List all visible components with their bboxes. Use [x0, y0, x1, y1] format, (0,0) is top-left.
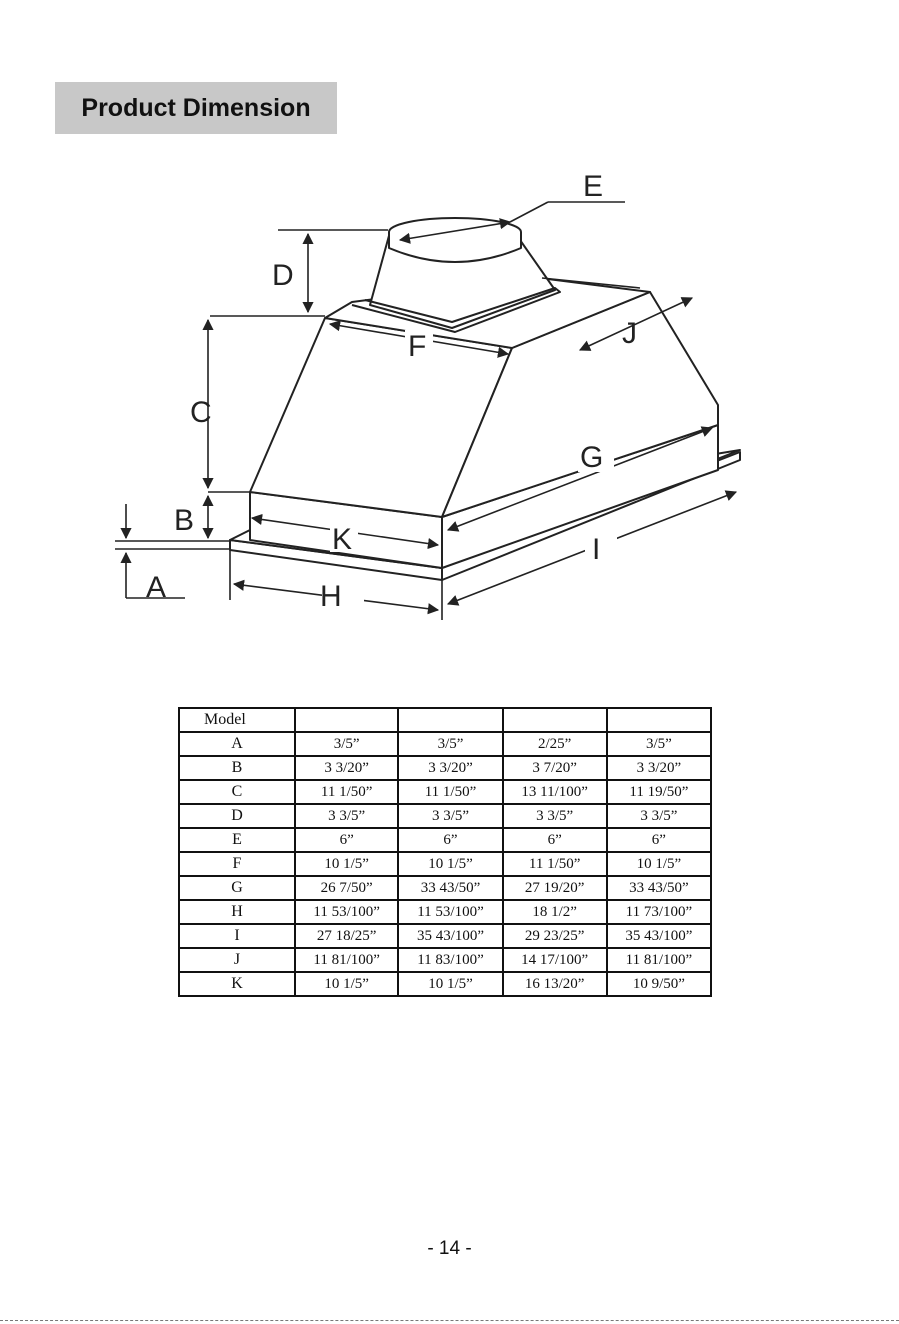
footer-dashed-line [0, 1320, 899, 1321]
model-column-header [295, 708, 398, 732]
dimension-label-cell: J [179, 948, 295, 972]
dimension-value-cell: 11 1/50” [398, 780, 502, 804]
dimension-value-cell: 35 43/100” [607, 924, 711, 948]
dim-label-b: B [174, 504, 195, 537]
dimension-label-cell: E [179, 828, 295, 852]
dimension-value-cell: 27 19/20” [503, 876, 607, 900]
dimension-value-cell: 3 3/20” [295, 756, 398, 780]
dimension-value-cell: 10 1/5” [295, 852, 398, 876]
dimension-table [178, 707, 712, 997]
dimension-value-cell: 18 1/2” [503, 900, 607, 924]
dim-label-g: G [580, 441, 604, 474]
dimension-value-cell: 3 3/5” [295, 804, 398, 828]
dimension-value-cell: 29 23/25” [503, 924, 607, 948]
dimension-label-cell: C [179, 780, 295, 804]
dimension-value-cell: 27 18/25” [295, 924, 398, 948]
dimension-value-cell: 2/25” [503, 732, 607, 756]
section-title-box [55, 82, 337, 134]
dimension-label-cell: D [179, 804, 295, 828]
range-hood-dimension-diagram [100, 165, 800, 630]
dim-label-j: J [622, 317, 637, 350]
dimension-value-cell: 6” [607, 828, 711, 852]
section-title: Product Dimension [81, 93, 311, 122]
dimension-value-cell: 10 9/50” [607, 972, 711, 996]
dimension-value-cell: 11 19/50” [607, 780, 711, 804]
dimension-label-cell: H [179, 900, 295, 924]
dimension-value-cell: 3/5” [398, 732, 502, 756]
dimension-value-cell: 11 83/100” [398, 948, 502, 972]
dim-label-e: E [583, 170, 604, 203]
dimension-label-cell: A [179, 732, 295, 756]
dimension-value-cell: 14 17/100” [503, 948, 607, 972]
dimension-value-cell: 13 11/100” [503, 780, 607, 804]
dim-label-c: C [190, 396, 212, 429]
table-row [179, 804, 711, 828]
table-row [179, 780, 711, 804]
dimension-value-cell: 3 3/5” [398, 804, 502, 828]
dim-label-a: A [146, 571, 167, 604]
dim-label-h: H [320, 580, 342, 613]
dimension-value-cell: 10 1/5” [607, 852, 711, 876]
dimension-value-cell: 11 1/50” [295, 780, 398, 804]
dimension-value-cell: 3/5” [607, 732, 711, 756]
dimension-value-cell: 6” [398, 828, 502, 852]
table-row [179, 756, 711, 780]
dimension-value-cell: 35 43/100” [398, 924, 502, 948]
dim-label-i: I [592, 533, 601, 566]
dim-label-k: K [332, 523, 353, 556]
dimension-label-cell: I [179, 924, 295, 948]
dimension-value-cell: 3 3/5” [607, 804, 711, 828]
table-header-row [179, 708, 711, 732]
table-row [179, 732, 711, 756]
dimension-label-cell: F [179, 852, 295, 876]
dimension-value-cell: 26 7/50” [295, 876, 398, 900]
model-header-cell: Model [179, 708, 295, 732]
dimension-value-cell: 11 73/100” [607, 900, 711, 924]
dimension-value-cell: 11 53/100” [398, 900, 502, 924]
dimension-label-cell: K [179, 972, 295, 996]
dimension-value-cell: 6” [295, 828, 398, 852]
model-column-header [503, 708, 607, 732]
dimension-value-cell: 10 1/5” [398, 852, 502, 876]
model-column-header [607, 708, 711, 732]
dimension-value-cell: 6” [503, 828, 607, 852]
dimension-value-cell: 11 81/100” [295, 948, 398, 972]
dim-label-f: F [408, 330, 427, 363]
dimension-label-cell: B [179, 756, 295, 780]
dimension-value-cell: 3 3/20” [607, 756, 711, 780]
table-row [179, 876, 711, 900]
dimension-value-cell: 3 3/5” [503, 804, 607, 828]
table-row [179, 852, 711, 876]
dimension-value-cell: 16 13/20” [503, 972, 607, 996]
dimension-value-cell: 3/5” [295, 732, 398, 756]
table-row [179, 948, 711, 972]
dim-label-d: D [272, 259, 294, 292]
table-row [179, 972, 711, 996]
dimension-value-cell: 10 1/5” [295, 972, 398, 996]
dimension-value-cell: 3 3/20” [398, 756, 502, 780]
table-row [179, 828, 711, 852]
dimension-label-cell: G [179, 876, 295, 900]
table-row [179, 900, 711, 924]
dimension-value-cell: 33 43/50” [398, 876, 502, 900]
page-number: - 14 - [427, 1238, 472, 1259]
dimension-value-cell: 33 43/50” [607, 876, 711, 900]
model-column-header [398, 708, 502, 732]
dimension-value-cell: 11 1/50” [503, 852, 607, 876]
dimension-value-cell: 10 1/5” [398, 972, 502, 996]
table-row [179, 924, 711, 948]
dimension-value-cell: 3 7/20” [503, 756, 607, 780]
dimension-value-cell: 11 81/100” [607, 948, 711, 972]
dimension-value-cell: 11 53/100” [295, 900, 398, 924]
